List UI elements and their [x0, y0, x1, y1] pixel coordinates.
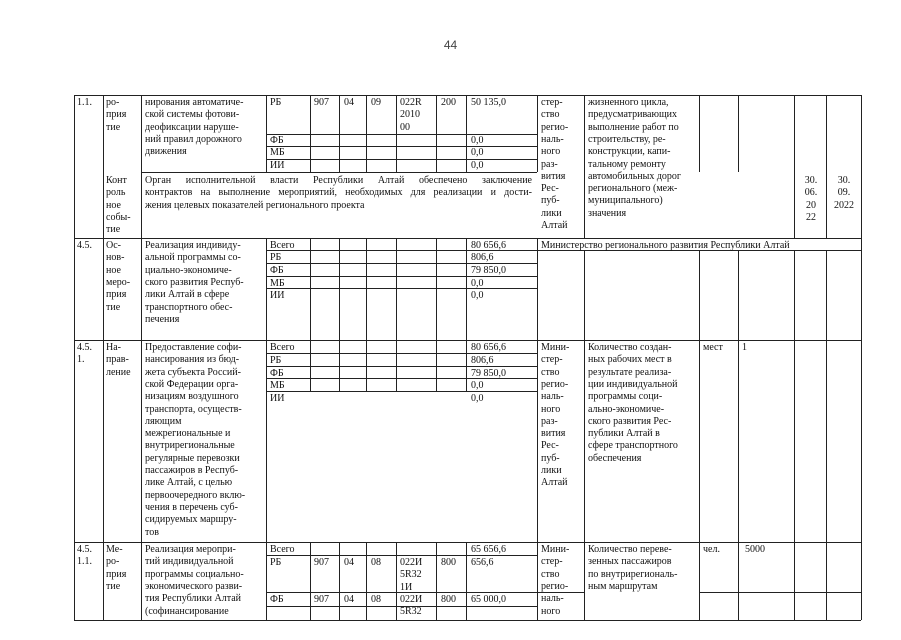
activity-name: регулярные перевозки: [145, 452, 240, 464]
control-event-type: ное: [106, 199, 121, 211]
grid-line: [310, 95, 311, 172]
code-cell: 04: [344, 97, 354, 108]
grid-line: [826, 340, 827, 542]
grid-line: [366, 95, 367, 172]
activity-name: сидируемых маршру-: [145, 514, 237, 526]
grid-line: [266, 263, 537, 264]
indicator-value: 1: [742, 342, 747, 353]
activity-name: (софинансирование: [145, 605, 229, 617]
result-text: значения: [588, 207, 627, 219]
code-cell: 022R: [400, 97, 422, 108]
result-text: результате реализа-: [588, 366, 672, 378]
row-number: 4.5.: [77, 544, 92, 555]
end-date: 09.: [837, 187, 851, 199]
amount-cell: 0,0: [471, 147, 484, 158]
responsible-executor: Мини-: [541, 544, 570, 555]
grid-line: [584, 95, 585, 238]
activity-name: низациям воздушного: [145, 391, 239, 403]
responsible-executor: стер-: [541, 97, 563, 108]
grid-line: [466, 340, 467, 391]
code-cell: 1И: [400, 581, 413, 593]
grid-line: [396, 238, 397, 340]
row-number: 1.: [77, 354, 85, 366]
grid-line: [537, 542, 538, 620]
activity-type: тие: [106, 580, 121, 592]
result-text: обеспечения: [588, 452, 642, 464]
grid-line: [310, 238, 311, 340]
grid-line: [794, 95, 795, 238]
grid-line: [738, 95, 739, 172]
grid-line: [537, 238, 538, 340]
activity-name: ского развития Респуб-: [145, 276, 244, 288]
grid-line: [826, 95, 827, 238]
result-text: Количество переве-: [588, 544, 672, 555]
grid-line: [699, 95, 700, 172]
activity-name: программы социально-: [145, 568, 244, 580]
grid-line: [74, 95, 75, 620]
result-text: Количество создан-: [588, 342, 672, 353]
code-cell: 907: [314, 97, 329, 108]
activity-name: пассажиров в Респуб-: [145, 465, 239, 476]
responsible-executor: регио-: [541, 121, 569, 133]
grid-line: [266, 134, 537, 135]
result-text: программы соци-: [588, 391, 663, 403]
activity-name: ний правил дорожного: [145, 133, 242, 145]
code-cell: 022И: [400, 594, 423, 605]
responsible-executor: лики: [541, 207, 562, 219]
funding-source: МБ: [270, 147, 285, 158]
activity-name: первоочередного вклю-: [145, 489, 246, 501]
responsible-executor: вития: [541, 170, 566, 182]
code-cell: 09: [371, 97, 381, 108]
control-event-type: собы-: [106, 211, 131, 223]
grid-line: [74, 542, 861, 543]
grid-line: [584, 542, 585, 620]
activity-name: печения: [145, 313, 180, 325]
grid-line: [537, 340, 538, 542]
grid-line: [466, 542, 467, 620]
result-text: автомобильных дорог: [588, 170, 682, 182]
activity-name: транспорта, осуществ-: [145, 403, 242, 415]
result-text: муниципального): [588, 195, 663, 207]
amount-cell: 0,0: [471, 393, 484, 404]
amount-cell: 806,6: [471, 252, 494, 263]
responsible-executor: наль-: [541, 133, 564, 145]
grid-line: [339, 542, 340, 620]
result-text: жизненного цикла,: [588, 97, 669, 108]
responsible-executor: ного: [541, 605, 561, 617]
grid-line: [436, 542, 437, 620]
activity-name: ляющим: [145, 415, 182, 427]
funding-source: ФБ: [270, 265, 284, 276]
grid-line: [74, 340, 861, 341]
grid-line: [738, 340, 739, 542]
amount-cell: 80 656,6: [471, 342, 506, 353]
activity-name: ской Федерации орга-: [145, 378, 239, 390]
grid-line: [366, 542, 367, 620]
activity-name: нансирования из бюд-: [145, 354, 240, 366]
activity-name: альной программы со-: [145, 252, 241, 264]
funding-source: Всего: [270, 544, 295, 555]
grid-line: [310, 340, 311, 391]
amount-cell: 0,0: [471, 380, 484, 391]
grid-line: [794, 542, 795, 620]
grid-line: [584, 340, 585, 542]
amount-cell: 0,0: [471, 160, 484, 171]
amount-cell: 65 656,6: [471, 544, 506, 555]
responsible-executor: ство: [541, 109, 560, 121]
unit-cell: чел.: [703, 544, 720, 555]
activity-name: ской системы фотови-: [145, 109, 240, 121]
funding-source: МБ: [270, 278, 285, 289]
funding-source: РБ: [270, 355, 282, 366]
responsible-executor: лики: [541, 465, 562, 476]
funding-source: МБ: [270, 380, 285, 391]
responsible-executor: ного: [541, 403, 561, 415]
start-date: 06.: [804, 187, 818, 199]
responsible-executor: наль-: [541, 391, 564, 403]
responsible-executor: Рес-: [541, 440, 559, 452]
result-text: ных рабочих мест в: [588, 354, 672, 366]
result-text: тальному ремонту: [588, 158, 666, 170]
grid-line: [366, 238, 367, 340]
activity-type: На-: [106, 342, 121, 353]
grid-line: [366, 340, 367, 391]
funding-source: РБ: [270, 252, 282, 263]
control-event-type: тие: [106, 224, 121, 236]
control-event-type: Конт: [106, 175, 127, 186]
grid-line: [794, 250, 795, 340]
amount-cell: 0,0: [471, 278, 484, 289]
activity-name: тия Республики Алтай: [145, 593, 241, 605]
activity-type: прия: [106, 109, 127, 121]
responsible-executor: Алтай: [541, 477, 568, 489]
activity-type: Ос-: [106, 240, 121, 251]
result-text: ции индивидуальной: [588, 378, 678, 390]
row-number: 1.1.: [77, 97, 92, 108]
grid-line: [141, 95, 142, 620]
code-cell: 800: [441, 557, 456, 568]
funding-source: Всего: [270, 240, 295, 251]
responsible-executor: наль-: [541, 593, 564, 605]
activity-name: тий индивидуальной: [145, 556, 234, 568]
control-event-text: жения целевых показателей регионального проекта: [145, 199, 365, 211]
funding-source: ФБ: [270, 135, 284, 146]
amount-cell: 79 850,0: [471, 368, 506, 379]
grid-line: [74, 620, 861, 621]
responsible-executor: Алтай: [541, 220, 568, 231]
row-number: 4.5.: [77, 240, 92, 251]
grid-line: [266, 146, 537, 147]
grid-line: [537, 95, 538, 172]
responsible-executor: пуб-: [541, 452, 560, 464]
grid-line: [396, 340, 397, 391]
control-event-type: роль: [106, 187, 126, 199]
result-text: ным маршрутам: [588, 580, 658, 592]
code-cell: 022И: [400, 557, 423, 568]
responsible-executor: ного: [541, 146, 561, 158]
grid-line: [266, 542, 267, 620]
activity-name: движения: [145, 146, 187, 158]
result-text: публики Алтай в: [588, 428, 660, 440]
result-text: конструкции, капи-: [588, 146, 671, 158]
page-number: 44: [443, 38, 458, 52]
activity-type: Ме-: [106, 544, 123, 555]
activity-type: ро-: [106, 97, 120, 108]
grid-line: [466, 95, 467, 172]
end-date: 2022: [834, 199, 854, 211]
grid-line: [699, 542, 700, 620]
code-cell: 907: [314, 594, 329, 605]
grid-line: [266, 288, 537, 289]
funding-source: ИИ: [270, 290, 285, 301]
funding-source: ИИ: [270, 160, 285, 171]
activity-name: Предоставление софи-: [145, 342, 242, 353]
responsible-executor: раз-: [541, 415, 558, 427]
activity-name: жета субъекта Россий-: [145, 366, 241, 378]
result-text: регионального (меж-: [588, 183, 678, 195]
grid-line: [826, 542, 827, 620]
start-date: 30.: [804, 175, 818, 186]
amount-cell: 656,6: [471, 557, 494, 568]
grid-line: [339, 95, 340, 172]
activity-type: прия: [106, 289, 127, 301]
grid-line: [339, 238, 340, 340]
result-text: зенных пассажиров: [588, 556, 672, 568]
grid-line: [699, 340, 700, 542]
grid-line: [861, 95, 862, 620]
result-text: выполнение работ по: [588, 121, 679, 133]
activity-type: тие: [106, 121, 121, 133]
start-date: 20: [806, 199, 816, 211]
result-text: ского развития Рес-: [588, 415, 672, 427]
activity-type: меро-: [106, 276, 131, 288]
code-cell: 00: [400, 121, 410, 133]
activity-name: экономического разви-: [145, 580, 243, 592]
responsible-executor: раз-: [541, 158, 558, 170]
result-text: строительству, ре-: [588, 133, 666, 145]
activity-type: тие: [106, 301, 121, 313]
activity-name: деофиксации наруше-: [145, 121, 239, 133]
amount-cell: 79 850,0: [471, 265, 506, 276]
activity-name: лике Алтай, с целью: [145, 477, 233, 489]
code-cell: 2010: [400, 109, 420, 121]
unit-cell: мест: [703, 342, 723, 353]
amount-cell: 0,0: [471, 290, 484, 301]
amount-cell: 80 656,6: [471, 240, 506, 251]
code-cell: 5R32: [400, 606, 422, 618]
row-number: 4.5.: [77, 342, 92, 353]
amount-cell: 50 135,0: [471, 97, 506, 108]
activity-name: циально-экономиче-: [145, 264, 232, 276]
grid-line: [584, 250, 585, 340]
grid-line: [794, 340, 795, 542]
grid-line: [699, 250, 700, 340]
grid-line: [266, 366, 537, 367]
code-cell: 200: [441, 97, 456, 108]
code-cell: 04: [344, 557, 354, 568]
result-text: сфере транспортного: [588, 440, 678, 452]
result-text: предусматривающих: [588, 109, 678, 121]
responsible-executor: вития: [541, 428, 566, 440]
grid-line: [466, 238, 467, 340]
row-number: 1.1.: [77, 556, 92, 568]
indicator-value: 5000: [745, 544, 765, 555]
grid-line: [266, 95, 267, 172]
responsible-executor: Министерство регионального развития Республики Алтай: [541, 240, 790, 251]
activity-name: транспортного обес-: [145, 301, 233, 313]
activity-type: ление: [106, 366, 131, 378]
activity-name: лики Алтай в сфере: [145, 289, 230, 301]
amount-cell: 806,6: [471, 355, 494, 366]
grid-line: [436, 95, 437, 172]
activity-name: чения в перечень суб-: [145, 501, 238, 513]
grid-line: [738, 250, 739, 340]
activity-type: прав-: [106, 354, 129, 366]
grid-line: [103, 95, 104, 620]
responsible-executor: стер-: [541, 354, 563, 366]
activity-type: прия: [106, 568, 127, 580]
end-date: 30.: [837, 175, 851, 186]
activity-name: тов: [145, 526, 159, 538]
responsible-executor: ство: [541, 568, 560, 580]
funding-source: ФБ: [270, 368, 284, 379]
grid-line: [436, 340, 437, 391]
grid-line: [396, 95, 397, 172]
responsible-executor: ство: [541, 366, 560, 378]
activity-type: нов-: [106, 252, 125, 264]
code-cell: 08: [371, 594, 381, 605]
start-date: 22: [806, 211, 816, 223]
funding-source: РБ: [270, 97, 282, 108]
grid-line: [74, 238, 861, 239]
funding-source: ФБ: [270, 594, 284, 605]
code-cell: 800: [441, 594, 456, 605]
grid-line: [339, 340, 340, 391]
activity-type: ное: [106, 264, 121, 276]
grid-line: [396, 542, 397, 620]
result-text: ально-экономиче-: [588, 403, 665, 415]
responsible-executor: Рес-: [541, 183, 559, 195]
grid-line: [266, 238, 267, 340]
code-cell: 04: [344, 594, 354, 605]
amount-cell: 0,0: [471, 135, 484, 146]
grid-line: [74, 95, 861, 96]
code-cell: 5R32: [400, 569, 422, 581]
responsible-executor: регио-: [541, 580, 569, 592]
control-event-text: контрактов на выполнение мероприятий, необходимых для реализации и дости-: [145, 187, 532, 199]
funding-source: ИИ: [270, 393, 285, 404]
grid-line: [436, 238, 437, 340]
code-cell: 08: [371, 557, 381, 568]
result-text: по внутрирегиональ-: [588, 568, 678, 580]
amount-cell: 65 000,0: [471, 594, 506, 605]
activity-name: Реализация меропри-: [145, 544, 236, 555]
funding-source: РБ: [270, 557, 282, 568]
activity-name: Реализация индивиду-: [145, 240, 241, 251]
funding-source: Всего: [270, 342, 295, 353]
code-cell: 907: [314, 557, 329, 568]
grid-line: [310, 542, 311, 620]
grid-line: [266, 391, 537, 392]
activity-name: нирования автоматиче-: [145, 97, 244, 108]
grid-line: [266, 340, 267, 542]
control-event-text: Орган исполнительной власти Республики Алтай обеспечено заключение: [145, 175, 532, 186]
responsible-executor: регио-: [541, 378, 569, 390]
grid-line: [266, 159, 537, 160]
activity-type: ро-: [106, 556, 120, 568]
responsible-executor: Мини-: [541, 342, 570, 353]
activity-name: межрегиональные и: [145, 428, 231, 440]
responsible-executor: стер-: [541, 556, 563, 568]
activity-name: внутрирегиональные: [145, 440, 235, 452]
grid-line: [699, 592, 861, 593]
responsible-executor: пуб-: [541, 195, 560, 207]
grid-line: [826, 250, 827, 340]
grid-line: [738, 542, 739, 620]
